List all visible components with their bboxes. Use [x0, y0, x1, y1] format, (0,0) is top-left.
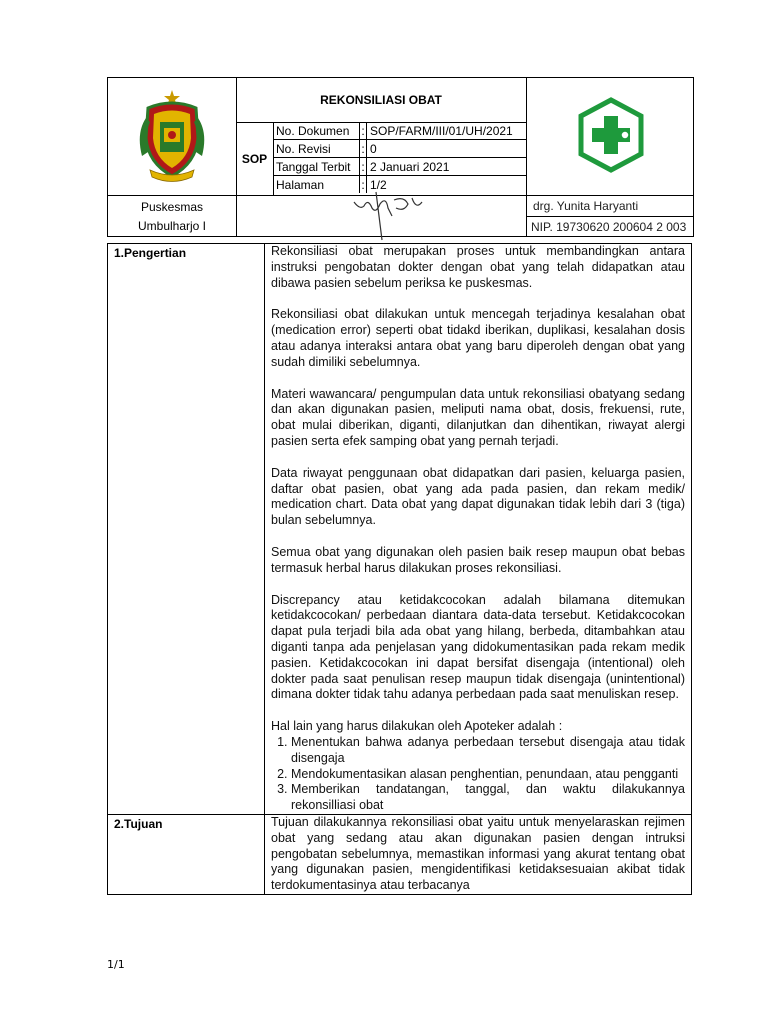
apoteker-task-list — [271, 735, 685, 814]
sop-label: SOP — [236, 122, 274, 195]
section-body — [265, 814, 692, 894]
paragraph: Data riwayat penggunaan obat didapatkan dari pasien, keluarga pasien, daftar obat pasien, obat yang ada pada pasien, dan rekam medik/ medication chart. Data obat yang dapat digunakan tidak lebih dari 3 (tiga) bulan sebelumnya. — [271, 465, 685, 528]
list-item: 2. Mendokumentasikan alasan penghentian, penundaan, atau pengganti — [291, 767, 685, 783]
list-item: 1. Menentukan bahwa adanya perbedaan tersebut disengaja atau tidak disengaja — [291, 735, 685, 767]
meta-value: SOP/FARM/III/01/UH/2021 — [367, 122, 527, 140]
meta-value: 1/2 — [370, 177, 387, 192]
meta-value: 0 — [367, 140, 527, 158]
paragraph: Discrepancy atau ketidakcocokan adalah bilamana ditemukan ketidakcocokan/ perbedaan diantara data-data tersebut. Ketidakcocokan dapat pula terjadi bila ada obat yang hilang, berbeda, ditambahkan atau diganti tanpa ada penjelasan yang didokumentasikan pada rekam medik pasien. Ketidakcocokan ini dapat bersifat disengaja (intentional) oleh dokter pada saat penulisan resep maupun tidak disengaja (unintentional) dimana dokter tidak tahu adanya perbedaan pada saat menuliskan resep. — [271, 592, 685, 702]
meta-separator: : — [361, 141, 365, 156]
meta-label: Tanggal Terbit — [273, 158, 360, 176]
institution-line1: Puskesmas — [140, 199, 204, 214]
head-nip: NIP. 19730620 200604 2 003 — [531, 220, 687, 234]
institution-name — [108, 195, 237, 237]
list-item: 3. Memberikan tandatangan, tanggal, dan waktu dilakukannya rekonsilliasi obat — [291, 782, 685, 814]
meta-row-no-revisi — [273, 140, 526, 158]
page-number-footer: 1/1 — [107, 958, 125, 971]
puskesmas-logo-cell — [526, 78, 694, 195]
paragraph: Materi wawancara/ pengumpulan data untuk rekonsiliasi obatyang sedang dan akan digunakan pasien, meliputi nama obat, dosis, frekuensi, rute, obat mulai diberikan, diganti, dilanjutkan dan dihentikan, riwayat alergi pasien serta efek samping obat yang pernah terjadi. — [271, 386, 685, 448]
signature-cell — [236, 195, 526, 237]
city-emblem-cell — [108, 78, 237, 195]
handwritten-signature — [236, 188, 526, 229]
paragraph: Rekonsiliasi obat merupakan proses untuk membandingkan antara instruksi pengobatan dokter dengan obat yang telah didapatkan atau dibawa pasien sebelum periksa ke puskesmas. — [271, 244, 685, 290]
meta-label: No. Dokumen — [273, 122, 360, 140]
meta-label: Halaman — [273, 176, 360, 194]
meta-value: 2 Januari 2021 — [367, 158, 527, 176]
document-meta-table — [273, 122, 526, 193]
document-header — [107, 77, 694, 237]
paragraph: Semua obat yang digunakan oleh pasien baik resep maupun obat bebas termasuk herbal harus dilakukan proses rekonsiliasi. — [271, 544, 685, 575]
paragraph: Tujuan dilakukannya rekonsiliasi obat yaitu untuk menyelaraskan rejimen obat yang sedang atau akan digunakan pasien dengan intruksi pengobatan sebelumnya, memastikan informasi yang akurat tentang obat yang digunakan pasien, mengidentifikasi ketidaksesuaian akibat tidak terdokumentasinya atau terbacanya — [271, 814, 685, 893]
puskesmas-logo — [527, 78, 694, 195]
sop-content-table — [107, 243, 692, 895]
document-title: REKONSILIASI OBAT — [236, 78, 526, 123]
meta-row-no-dokumen — [273, 122, 526, 140]
meta-separator: : — [361, 159, 365, 174]
institution-line2: Umbulharjo I — [137, 218, 207, 233]
section-body — [265, 244, 692, 815]
city-emblem-logo — [108, 78, 236, 195]
section-heading: 2.Tujuan — [108, 814, 265, 894]
meta-row-tanggal-terbit — [273, 158, 526, 176]
head-name: drg. Yunita Haryanti — [527, 196, 694, 217]
section-heading: 1.Pengertian — [108, 244, 265, 815]
meta-separator: : — [361, 177, 365, 192]
meta-separator: : — [361, 123, 365, 138]
paragraph: Rekonsiliasi obat dilakukan untuk mencegah terjadinya kesalahan obat (medication error) seperti obat tidakd iberikan, duplikasi, kesalahan dosis atau adanya interaksi antara obat yang baru diperoleh dengan obat yang sudah dimiliki sebelumnya. — [271, 307, 685, 369]
head-of-puskesmas-cell — [526, 195, 694, 237]
section-tujuan — [108, 814, 692, 894]
meta-label: No. Revisi — [273, 140, 360, 158]
paragraph: Hal lain yang harus dilakukan oleh Apoteker adalah : — [271, 719, 563, 734]
section-pengertian — [108, 244, 692, 815]
